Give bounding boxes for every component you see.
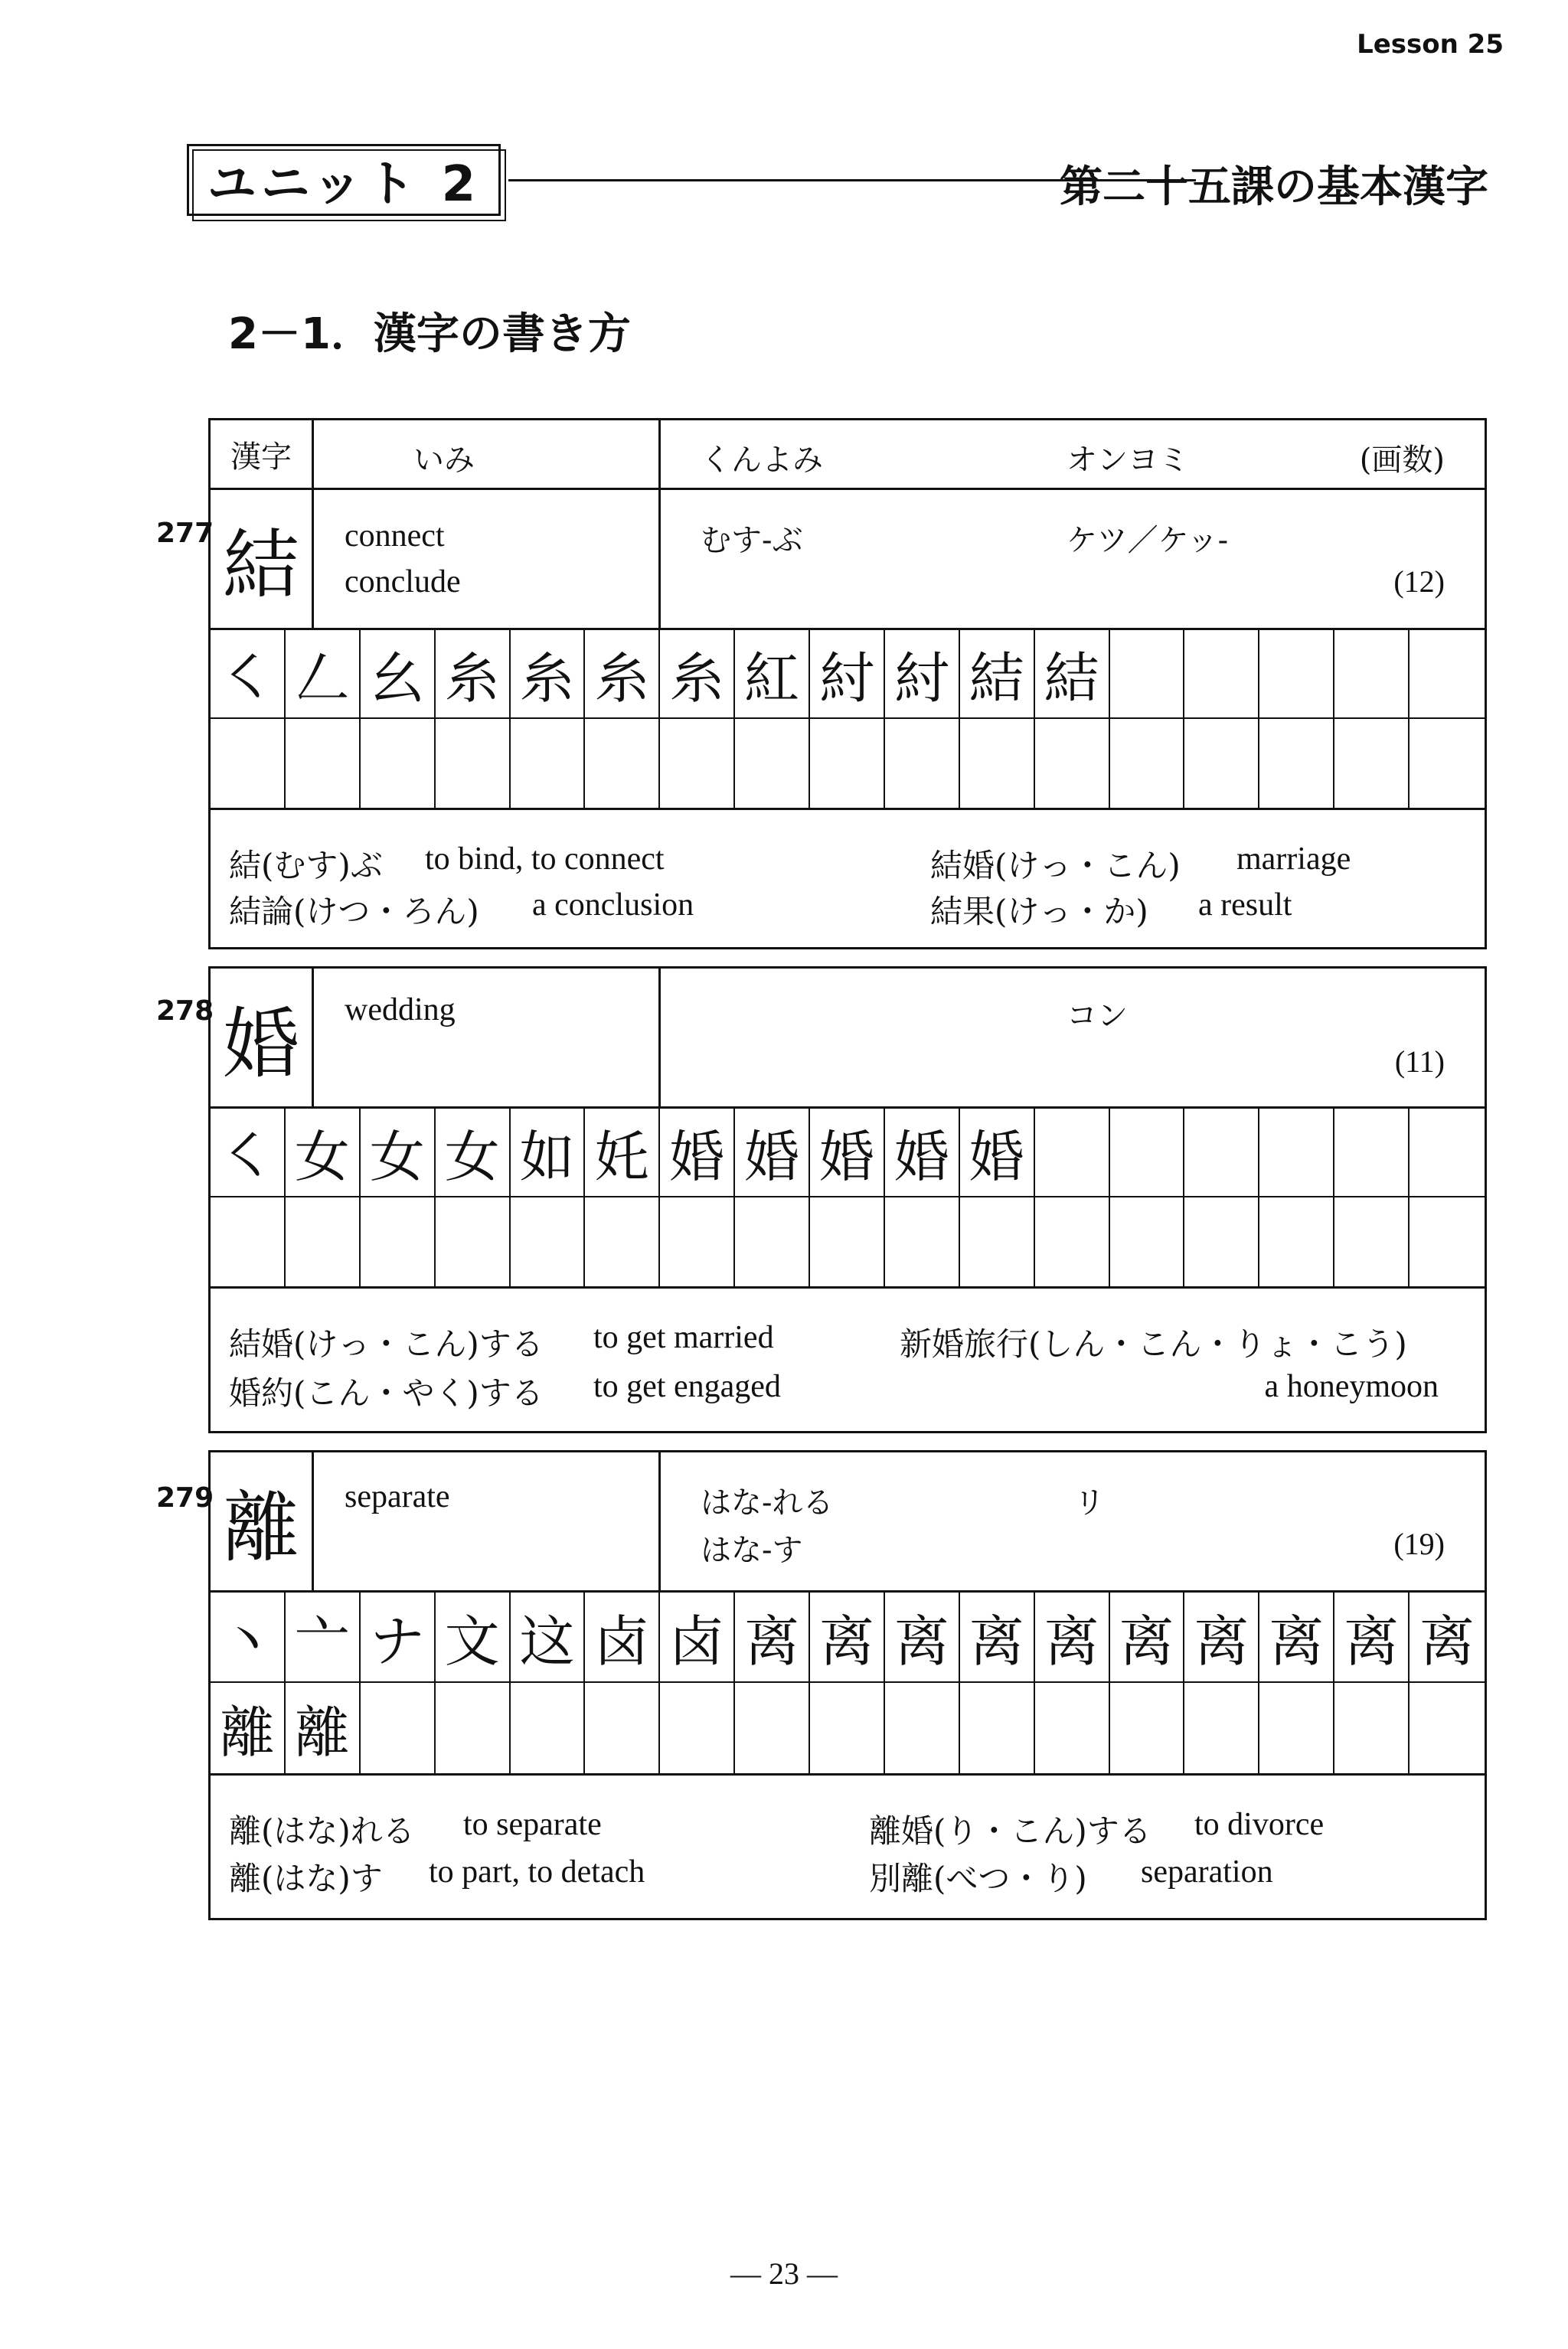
stroke-cell: 糸 <box>660 630 735 719</box>
meaning-line: wedding <box>345 992 456 1027</box>
unit-title: 第二十五課の基本漢字 <box>1060 162 1488 212</box>
stroke-cell: 离 <box>1184 1593 1259 1683</box>
onyomi-reading: ケツ／ケッ- <box>1067 523 1229 558</box>
stroke-cell: 糸 <box>511 630 586 719</box>
stroke-count: (19) <box>1393 1527 1445 1561</box>
practice-cell <box>1035 719 1110 808</box>
unit-label: ユニット 2 <box>187 144 501 216</box>
stroke-order-grid <box>211 630 1485 810</box>
practice-cell <box>1110 719 1185 808</box>
stroke-cell: ㇛ <box>211 630 286 719</box>
vocab-word: 別離(べつ・り) <box>869 1860 1087 1897</box>
practice-cell <box>810 719 885 808</box>
practice-cell <box>735 719 810 808</box>
meaning-line: connect <box>345 518 445 554</box>
practice-cell <box>1259 1683 1334 1773</box>
vocab-word: 結婚(けっ・こん)する <box>229 1325 544 1363</box>
vocabulary-section <box>211 1289 1485 1429</box>
stroke-cell: 結 <box>960 630 1035 719</box>
stroke-cell: 离 <box>1410 1593 1485 1683</box>
page-number: — 23 — <box>730 2256 838 2291</box>
practice-cell <box>885 1683 960 1773</box>
vocab-meaning: separation <box>1141 1854 1273 1890</box>
entry-number: 278 <box>156 995 214 1027</box>
vocab-word: 離婚(り・こん)する <box>869 1812 1152 1850</box>
practice-cell <box>436 1197 511 1286</box>
entry-info-row <box>211 1452 1485 1593</box>
stroke-count: (12) <box>1393 564 1445 599</box>
practice-cell <box>1184 1197 1259 1286</box>
stroke-cell: ナ <box>361 1593 436 1683</box>
meaning-cell <box>314 490 661 628</box>
stroke-cell: 丶 <box>211 1593 286 1683</box>
stroke-cell: 离 <box>1110 1593 1185 1683</box>
reading-cell <box>661 1452 1485 1590</box>
meaning-line: conclude <box>345 564 461 600</box>
vocab-meaning: marriage <box>1236 841 1351 877</box>
entry-number: 279 <box>156 1482 214 1514</box>
practice-cell <box>585 719 660 808</box>
practice-cell <box>660 1197 735 1286</box>
vocab-word: 結論(けつ・ろん) <box>229 893 479 930</box>
vocab-meaning: to divorce <box>1194 1807 1325 1842</box>
column-header-kanji: 漢字 <box>211 420 314 488</box>
vocab-word: 離(はな)れる <box>229 1812 415 1850</box>
practice-cell <box>361 1197 436 1286</box>
stroke-cell <box>1410 1109 1485 1197</box>
column-header-imi: いみ <box>413 443 475 478</box>
practice-cell <box>511 1197 586 1286</box>
stroke-cell <box>1035 1109 1110 1197</box>
kanji-character: 結 <box>211 490 314 628</box>
practice-cell <box>1259 719 1334 808</box>
stroke-cell: 离 <box>960 1593 1035 1683</box>
practice-cell <box>1410 1683 1485 1773</box>
stroke-cell: 婚 <box>735 1109 810 1197</box>
stroke-cell: 離 <box>286 1683 361 1773</box>
column-header-strokes: (画数) <box>1359 443 1445 478</box>
entry-number: 277 <box>156 518 214 549</box>
practice-cell <box>1334 719 1410 808</box>
stroke-cell: 离 <box>1035 1593 1110 1683</box>
practice-cell <box>885 1197 960 1286</box>
stroke-cell <box>1334 1109 1410 1197</box>
stroke-cell: 糸 <box>585 630 660 719</box>
practice-cell <box>585 1197 660 1286</box>
practice-cell <box>660 1683 735 1773</box>
vocab-word: 新婚旅行(しん・こん・りょ・こう) <box>900 1325 1407 1363</box>
stroke-cell: 女 <box>286 1109 361 1197</box>
vocab-word: 結(むす)ぶ <box>229 847 383 884</box>
practice-cell <box>511 1683 586 1773</box>
entry-info-row <box>211 490 1485 630</box>
kanji-entry-277 <box>208 418 1487 949</box>
practice-cell <box>361 719 436 808</box>
kunyomi-reading: はな-す <box>701 1533 803 1568</box>
practice-cell <box>810 1197 885 1286</box>
column-header-readings <box>661 420 1485 488</box>
meaning-cell <box>314 1452 661 1590</box>
stroke-cell: 紂 <box>885 630 960 719</box>
practice-cell <box>1184 1683 1259 1773</box>
vocabulary-section <box>211 1776 1485 1916</box>
practice-cell <box>1410 719 1485 808</box>
stroke-cell: 这 <box>511 1593 586 1683</box>
stroke-cell: 如 <box>511 1109 586 1197</box>
column-header-row <box>211 420 1485 490</box>
stroke-cell <box>1184 1109 1259 1197</box>
stroke-cell: 女 <box>361 1109 436 1197</box>
practice-cell <box>660 719 735 808</box>
stroke-cell: 亠 <box>286 1593 361 1683</box>
stroke-cell: 婚 <box>960 1109 1035 1197</box>
stroke-cell: 糸 <box>436 630 511 719</box>
kunyomi-reading: むす-ぶ <box>701 523 803 558</box>
stroke-cell <box>1110 1109 1185 1197</box>
stroke-cell <box>1334 630 1410 719</box>
practice-cell <box>810 1683 885 1773</box>
unit-header <box>187 144 1488 221</box>
vocab-meaning: to separate <box>463 1807 602 1842</box>
stroke-cell: 婚 <box>885 1109 960 1197</box>
section-title: 2－1．漢字の書き方 <box>228 309 631 359</box>
lesson-label: Lesson 25 <box>1357 29 1504 60</box>
practice-cell <box>960 719 1035 808</box>
stroke-order-grid <box>211 1109 1485 1289</box>
vocab-meaning: to bind, to connect <box>425 841 665 877</box>
vocabulary-section <box>211 810 1485 948</box>
column-header-onyomi: オンヨミ <box>1067 443 1189 478</box>
stroke-cell: 离 <box>735 1593 810 1683</box>
practice-cell <box>286 719 361 808</box>
practice-cell <box>1259 1197 1334 1286</box>
reading-cell <box>661 490 1485 628</box>
practice-cell <box>960 1197 1035 1286</box>
meaning-line: separate <box>345 1479 450 1514</box>
practice-cell <box>960 1683 1035 1773</box>
stroke-order-grid <box>211 1593 1485 1776</box>
stroke-cell: 𠃋 <box>286 630 361 719</box>
practice-cell <box>735 1683 810 1773</box>
stroke-cell: 女 <box>436 1109 511 1197</box>
practice-cell <box>286 1197 361 1286</box>
reading-cell <box>661 969 1485 1106</box>
vocab-meaning: a honeymoon <box>1264 1369 1439 1404</box>
stroke-cell: 卤 <box>585 1593 660 1683</box>
stroke-cell <box>1184 630 1259 719</box>
practice-cell <box>511 719 586 808</box>
practice-cell <box>436 719 511 808</box>
meaning-cell <box>314 969 661 1106</box>
practice-cell <box>1110 1197 1185 1286</box>
kanji-entry-279 <box>208 1450 1487 1920</box>
practice-cell <box>585 1683 660 1773</box>
vocab-meaning: to get married <box>593 1320 774 1355</box>
stroke-cell: 婚 <box>660 1109 735 1197</box>
stroke-cell <box>1410 630 1485 719</box>
practice-cell <box>1184 719 1259 808</box>
vocab-meaning: a result <box>1198 887 1292 923</box>
kanji-character: 離 <box>211 1452 314 1590</box>
practice-cell <box>361 1683 436 1773</box>
stroke-cell <box>1259 1109 1334 1197</box>
onyomi-reading: コン <box>1067 998 1128 1034</box>
stroke-cell: 幺 <box>361 630 436 719</box>
stroke-cell: 離 <box>211 1683 286 1773</box>
vocab-word: 離(はな)す <box>229 1860 383 1897</box>
stroke-cell: 离 <box>1334 1593 1410 1683</box>
stroke-cell: 婚 <box>810 1109 885 1197</box>
practice-cell <box>1035 1197 1110 1286</box>
practice-cell <box>735 1197 810 1286</box>
stroke-cell: ㇛ <box>211 1109 286 1197</box>
stroke-cell: 文 <box>436 1593 511 1683</box>
stroke-cell: 离 <box>1259 1593 1334 1683</box>
stroke-cell: 离 <box>810 1593 885 1683</box>
stroke-cell: 紅 <box>735 630 810 719</box>
practice-cell <box>885 719 960 808</box>
practice-cell <box>1334 1197 1410 1286</box>
stroke-cell: 紂 <box>810 630 885 719</box>
practice-cell <box>1035 1683 1110 1773</box>
stroke-count: (11) <box>1394 1044 1445 1079</box>
stroke-cell <box>1110 630 1185 719</box>
stroke-cell: 奼 <box>585 1109 660 1197</box>
onyomi-reading: リ <box>1074 1485 1105 1521</box>
column-header-kunyomi: くんよみ <box>701 443 823 478</box>
stroke-cell: 結 <box>1035 630 1110 719</box>
vocab-word: 婚約(こん・やく)する <box>229 1374 544 1412</box>
vocab-word: 結婚(けっ・こん) <box>930 847 1181 884</box>
stroke-cell: 离 <box>885 1593 960 1683</box>
vocab-meaning: to part, to detach <box>429 1854 645 1890</box>
practice-cell <box>211 1197 286 1286</box>
kanji-character: 婚 <box>211 969 314 1106</box>
vocab-meaning: to get engaged <box>593 1369 781 1404</box>
practice-cell <box>1334 1683 1410 1773</box>
practice-cell <box>1410 1197 1485 1286</box>
stroke-cell: 卤 <box>660 1593 735 1683</box>
practice-cell <box>436 1683 511 1773</box>
vocab-meaning: a conclusion <box>532 887 694 923</box>
practice-cell <box>1110 1683 1185 1773</box>
kanji-entry-278 <box>208 966 1487 1433</box>
vocab-word: 結果(けっ・か) <box>930 893 1148 930</box>
kunyomi-reading: はな-れる <box>701 1485 834 1521</box>
column-header-imi-cell <box>314 420 661 488</box>
entry-info-row <box>211 969 1485 1109</box>
stroke-cell <box>1259 630 1334 719</box>
practice-cell <box>211 719 286 808</box>
